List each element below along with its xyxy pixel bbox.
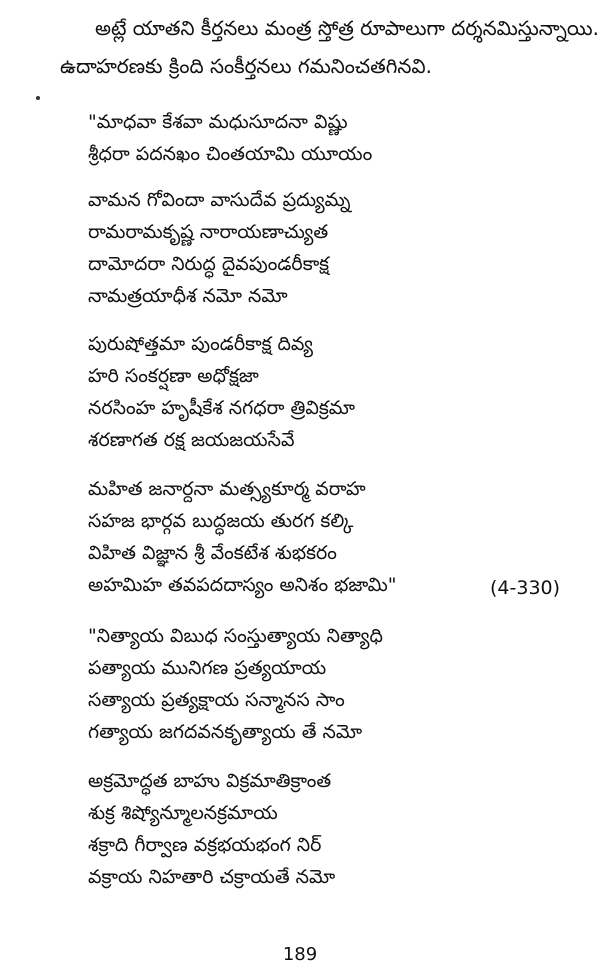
scan-speck bbox=[36, 96, 40, 100]
verse-line: "నిత్యాయ విబుధ సంస్తుత్యాయ నిత్యాధి bbox=[88, 625, 383, 647]
verse-line: గత్యాయ జగదవనకృత్యాయ తే నమో bbox=[88, 721, 363, 743]
verse-line: "మాధవా కేశవా మధుసూదనా విష్ణు bbox=[88, 111, 348, 133]
verse-line: సహజ భార్గవ బుద్ధజయ తురగ కల్కి bbox=[88, 510, 354, 532]
verse-line: నామత్రయాధీశ నమో నమో bbox=[88, 285, 288, 307]
page-number: 189 bbox=[282, 944, 318, 965]
intro-paragraph-line-2: ఉదాహరణకు క్రింది సంకీర్తనలు గమనించతగినవి. bbox=[60, 54, 432, 78]
verse-line: పత్యాయ మునిగణ ప్రత్యయాయ bbox=[88, 657, 327, 679]
stanza-2 bbox=[88, 184, 528, 312]
stanza-3 bbox=[88, 328, 528, 456]
verse-line: హరి సంకర్షణా అధోక్షజా bbox=[88, 365, 259, 387]
verse-line: దామోదరా నిరుద్ధ దైవపుండరీకాక్ష bbox=[88, 253, 330, 275]
verse-line: పురుషోత్తమా పుండరీకాక్ష దివ్య bbox=[88, 333, 313, 355]
stanza-6 bbox=[88, 765, 528, 893]
verse-line: శరణాగత రక్ష జయజయసేవే bbox=[88, 429, 295, 451]
reference-citation: (4-330) bbox=[490, 577, 561, 599]
verse-line: అక్రమోద్ధత బాహు విక్రమాతిక్రాంత bbox=[88, 770, 332, 792]
stanza-4 bbox=[88, 473, 528, 601]
verse-line: నరసింహ హృషీకేశ నగధరా త్రివిక్రమా bbox=[88, 397, 355, 419]
verse-line: అహమిహ తవపదదాస్యం అనిశం భజామి" bbox=[88, 574, 397, 596]
verse-line: శుక్ర శిష్యోన్మూలనక్రమాయ bbox=[88, 802, 278, 824]
stanza-5 bbox=[88, 620, 528, 748]
verse-line: సత్యాయ ప్రత్యక్షాయ సన్మానస సాం bbox=[88, 689, 345, 711]
verse-line: వామన గోవిందా వాసుదేవ ప్రద్యుమ్న bbox=[88, 189, 351, 211]
verse-line: వక్రాయ నిహతారి చక్రాయతే నమో bbox=[88, 866, 336, 888]
verse-line: శక్రాది గీర్వాణ వక్రభయభంగ నిర్ bbox=[88, 834, 322, 856]
verse-line: మహిత జనార్దనా మత్స్యకూర్మ వరాహ bbox=[88, 478, 366, 500]
verse-line: శ్రీధరా పదనఖం చింతయామి యూయం bbox=[88, 143, 373, 165]
verse-line: విహిత విజ్ఞాన శ్రీ వేంకటేశ శుభకరం bbox=[88, 542, 337, 564]
intro-paragraph-line-1: అట్లే యాతని కీర్తనలు మంత్ర స్తోత్ర రూపాలుగా దర్శనమిస్తున్నాయి. bbox=[95, 16, 599, 40]
verse-line: రామరామకృష్ణ నారాయణాచ్యుత bbox=[88, 221, 329, 243]
stanza-1 bbox=[88, 106, 528, 170]
